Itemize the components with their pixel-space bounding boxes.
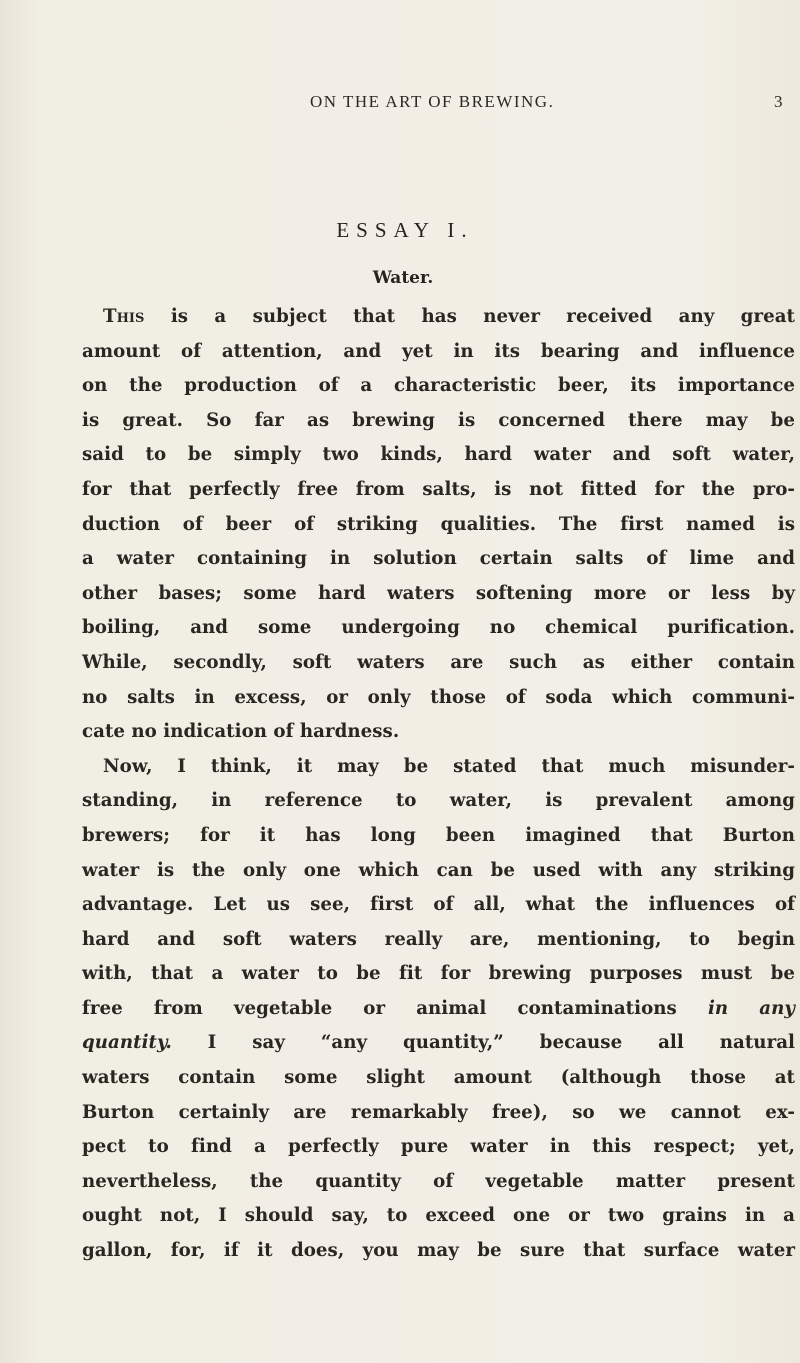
text-run: cate no indication of hardness.	[82, 721, 400, 743]
text-line	[82, 681, 795, 716]
text-run: Burton certainly are remarkably free), so we cannot ex-	[82, 1101, 795, 1123]
text-run: amount of attention, and yet in its bearing and influence	[82, 340, 795, 362]
text-line	[82, 1026, 795, 1061]
text-line	[82, 750, 795, 785]
text-run: other bases; some hard waters softening more or less by	[82, 582, 795, 604]
text-run: with, that a water to be fit for brewing purposes must be	[82, 963, 795, 985]
text-line	[82, 888, 795, 923]
text-line	[82, 1234, 795, 1269]
text-line	[82, 715, 795, 750]
text-line	[82, 1061, 795, 1096]
text-run: on the production of a characteristic beer, its importance	[82, 375, 795, 397]
text-line	[82, 923, 795, 958]
text-run: said to be simply two kinds, hard water and soft water,	[82, 444, 795, 466]
text-run: duction of beer of striking qualities. The first named is	[82, 513, 795, 535]
text-run: gallon, for, if it does, you may be sure that surface water	[82, 1240, 795, 1262]
text-line	[82, 1130, 795, 1165]
text-line	[82, 335, 795, 370]
text-run: pect to find a perfectly pure water in this respect; yet,	[82, 1136, 795, 1158]
text-run: for that perfectly free from salts, is not fitted for the pro-	[82, 478, 795, 500]
text-line	[82, 508, 795, 543]
text-run: This	[103, 306, 145, 327]
text-run: Now, I think, it may be stated that much misunder-	[103, 755, 795, 777]
text-run: free from vegetable or animal contaminations	[82, 997, 708, 1019]
text-run: waters contain some slight amount (although those at	[82, 1067, 795, 1089]
text-line	[82, 577, 795, 612]
text-run: ought not, I should say, to exceed one or two grains in a	[82, 1205, 795, 1227]
text-line	[82, 646, 795, 681]
text-run: water is the only one which can be used with any striking	[82, 859, 795, 881]
text-run: in any	[707, 997, 795, 1019]
text-line	[82, 611, 795, 646]
text-line	[82, 542, 795, 577]
text-run: no salts in excess, or only those of soda which communi-	[82, 686, 795, 708]
text-line	[82, 819, 795, 854]
running-head	[0, 92, 800, 116]
text-line	[82, 1199, 795, 1234]
text-line	[82, 1096, 795, 1131]
body-text	[82, 300, 798, 1269]
text-line	[82, 300, 795, 335]
text-run: nevertheless, the quantity of vegetable matter present	[82, 1170, 795, 1192]
text-line	[82, 369, 795, 404]
text-run: brewers; for it has long been imagined that Burton	[82, 824, 795, 846]
text-line	[82, 1165, 795, 1200]
text-line	[82, 854, 795, 889]
text-run: is a subject that has never received any great	[144, 306, 795, 327]
essay-heading: ESSAY I.	[336, 218, 474, 242]
text-run: I say “any quantity,” because all natural	[171, 1032, 795, 1054]
text-line	[82, 404, 795, 439]
page-number: 3	[774, 92, 783, 111]
text-run: advantage. Let us see, first of all, what the influences of	[82, 894, 795, 916]
text-run: a water containing in solution certain salts of lime and	[82, 548, 795, 570]
text-run: quantity.	[82, 1032, 172, 1054]
text-line	[82, 992, 795, 1027]
text-line	[82, 473, 795, 508]
essay-subtitle: Water.	[372, 268, 434, 288]
text-line	[82, 784, 795, 819]
text-run: boiling, and some undergoing no chemical purification.	[82, 617, 795, 639]
text-run: is great. So far as brewing is concerned there may be	[82, 409, 795, 431]
running-title: ON THE ART OF BREWING.	[310, 92, 555, 111]
text-line	[82, 957, 795, 992]
text-line	[82, 438, 795, 473]
text-run: hard and soft waters really are, mentioning, to begin	[82, 928, 795, 950]
text-run: While, secondly, soft waters are such as either contain	[82, 651, 795, 673]
text-run: standing, in reference to water, is prevalent among	[82, 790, 795, 812]
